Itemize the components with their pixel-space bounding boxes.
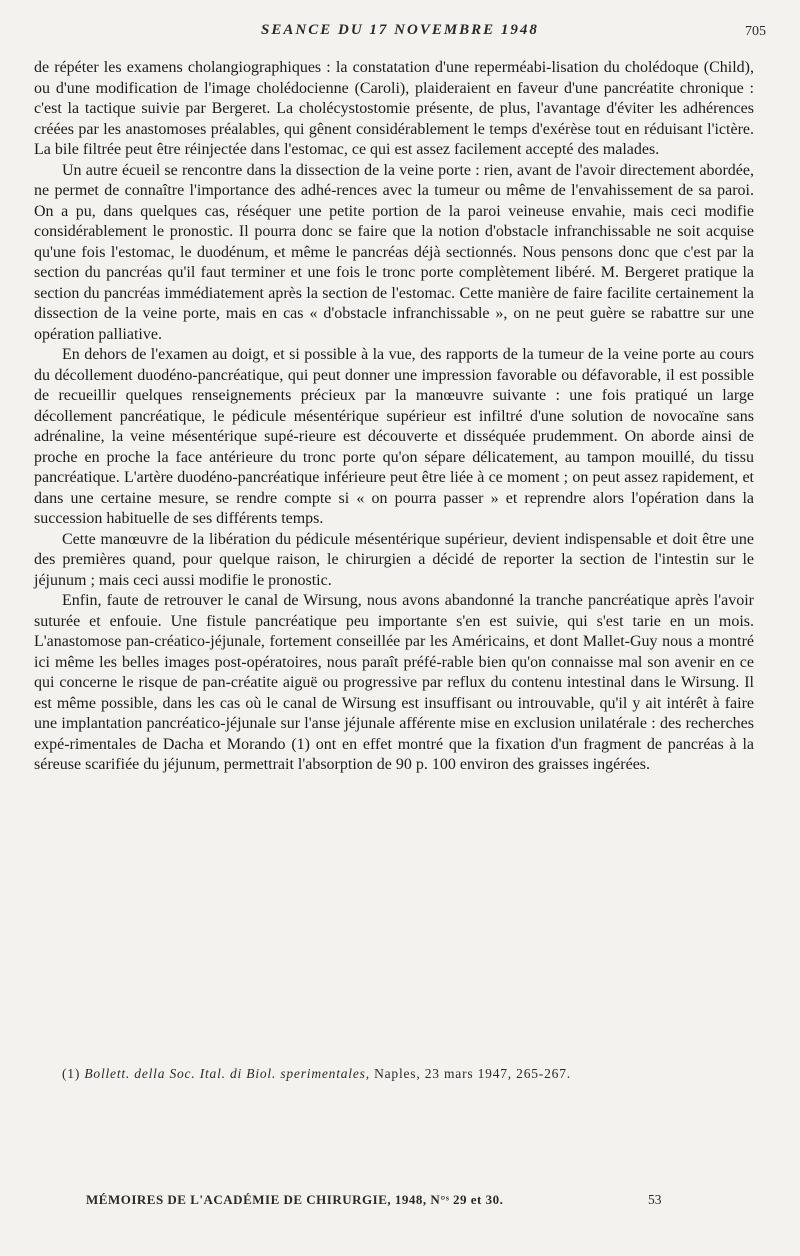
running-title: SEANCE DU 17 NOVEMBRE 1948 — [261, 22, 539, 38]
paragraph: de répéter les examens cholangiographiques : la constatation d'une reperméabi-lisation du cholédoque (Child), ou d'une modification de l'image cholédocienne (Caroli), plaideraient en faveur d'une pancréatite chronique : c'est la tactique suivie par Bergeret. La cholécystostomie présente, de plus, l'avantage d'éviter les adhérences créées par les anastomoses préalables, qui gênent considérablement le temps d'exérèse tout en réduisant l'ictère. La bile filtrée peut être réinjectée dans l'estomac, ce qui est assez facilement accepté des malades. — [34, 59, 754, 158]
paragraph: En dehors de l'examen au doigt, et si possible à la vue, des rapports de la tumeur de la veine porte au cours du décollement duodéno-pancréatique, qui peut donner une impression favorable ou défavorable, il est possible de recueillir quelques renseignements précieux par la manœuvre suivante : une fois pratiqué un large décollement pancréatique, le pédicule mésentérique supérieur est infiltré d'une solution de novocaïne sans adrénaline, la veine mésentérique supé-rieure est découverte et disséquée prudemment. On aborde ainsi de proche en proche la face antérieure du tronc porte qu'on sépare délicatement, au tampon mouillé, du tissu pancréatique. L'artère duodéno-pancréatique inférieure peut être liée à ce moment ; on peut assez rapidement, et dans une certaine mesure, se rendre compte si « on pourra passer » et reprendre alors l'opération dans la succession habituelle de ses différents temps. — [34, 346, 754, 527]
sheet-number: 53 — [648, 1192, 662, 1207]
page-footer — [0, 1192, 800, 1212]
running-head — [0, 22, 800, 46]
journal-reference: MÉMOIRES DE L'ACADÉMIE DE CHIRURGIE, 1948, N°ˢ 29 et 30. — [86, 1192, 504, 1207]
body-text — [34, 58, 754, 776]
paragraph: Cette manœuvre de la libération du pédicule mésentérique supérieur, devient indispensable et doit être une des premières quand, pour quelque raison, le chirurgien a décidé de reporter la section de l'intestin sur le jéjunum ; mais ceci aussi modifie le pronostic. — [34, 530, 754, 589]
footnote — [62, 1066, 752, 1082]
footnote-source: Bollett. della Soc. Ital. di Biol. sperimentales, — [84, 1066, 370, 1081]
page-number: 705 — [745, 24, 766, 39]
paragraph: Un autre écueil se rencontre dans la dissection de la veine porte : rien, avant de l'avoir directement abordée, ne permet de connaître l'importance des adhé-rences avec la tumeur ou même de l'envahissement de sa paroi. On a pu, dans quelques cas, réséquer une petite portion de la paroi veineuse envahie, mais ceci modifie considérablement le pronostic. Il pourra donc se faire que la notion d'obstacle infranchissable ne soit acquise qu'une fois l'estomac, le duodénum, et même le pancréas déjà sectionnés. Nous pensons donc que c'est par la section du pancréas qu'il faut terminer et une fois le tronc porte complètement libéré. M. Bergeret pratique la section du pancréas immédiatement après la section de l'estomac. Cette manière de faire facilite certainement la dissection de la veine porte, mais en cas « d'obstacle infranchissable », on ne peut guère se rabattre sur une opération palliative. — [34, 161, 754, 343]
footnote-detail: Naples, 23 mars 1947, 265-267. — [374, 1066, 571, 1081]
footnote-marker: (1) — [62, 1066, 81, 1081]
paragraph: Enfin, faute de retrouver le canal de Wirsung, nous avons abandonné la tranche pancréatique après l'avoir suturée et enfouie. Une fistule pancréatique peu importante s'en est suivie, qui s'est tarie en un mois. L'anastomose pan-créatico-jéjunale, fortement conseillée par les Américains, et dont Mallet-Guy nous a montré ici même les belles images post-opératoires, nous paraît préfé-rable bien qu'on connaisse mal son avenir en ce qui concerne le risque de pan-créatite aiguë ou progressive par reflux du contenu intestinal dans le Wirsung. Il est même possible, dans les cas où le canal de Wirsung est insuffisant ou introuvable, qu'il y ait intérêt à faire une implantation pancréatico-jéjunale sur l'anse jéjunale afférente mise en exclusion unilatérale : des recherches expé-rimentales de Dacha et Morando (1) ont en effet montré que la fixation d'un fragment de pancréas à la séreuse scarifiée du jéjunum, permettrait l'absorption de 90 p. 100 environ des graisses ingérées. — [34, 592, 754, 773]
